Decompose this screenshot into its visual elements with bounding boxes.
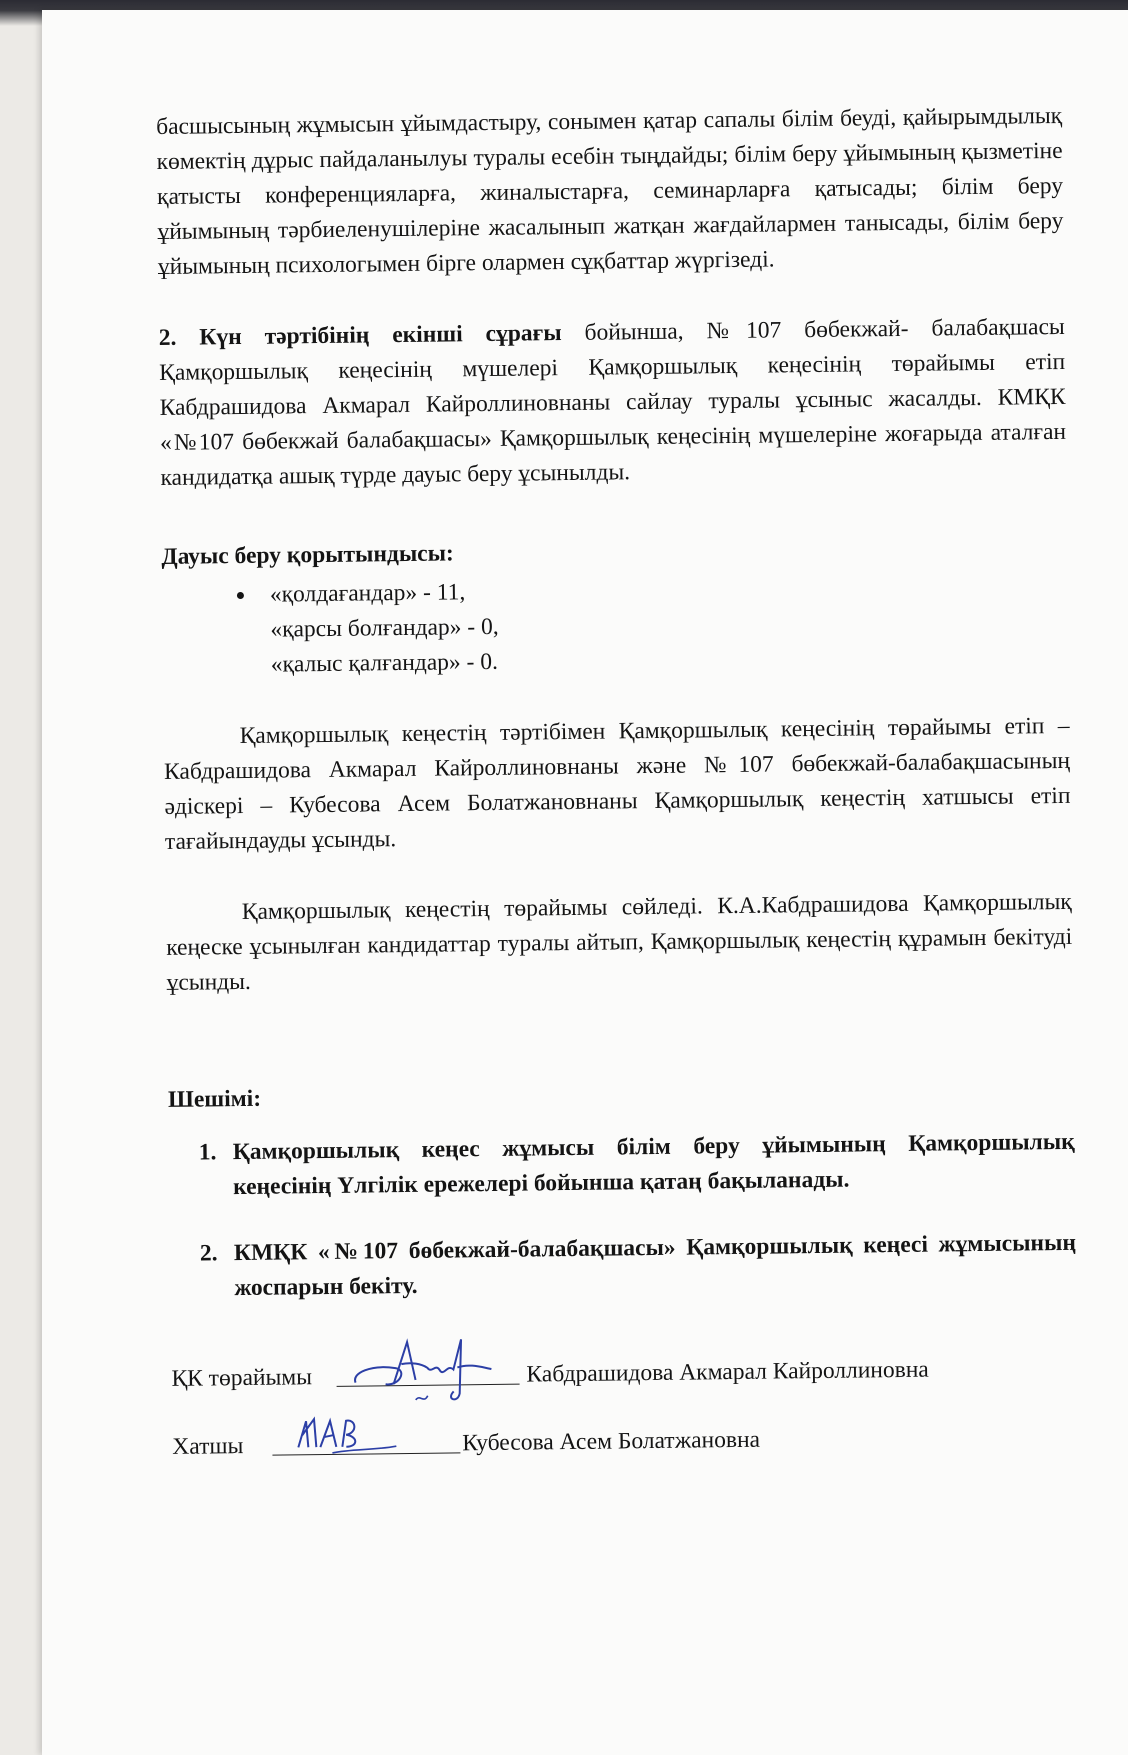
decision-heading-text: Шешімі: xyxy=(167,1085,262,1113)
vote-heading-text: Дауыс беру қорытындысы: xyxy=(161,540,454,570)
vote-result-against-text: «қарсы болғандар» - 0, xyxy=(270,613,499,643)
vote-result-abstain-text: «қалыс қалғандар» - 0. xyxy=(270,648,499,678)
agenda-item-2-text: бойынша, №107 бөбекжай- балабақшасы Қамқоршылық кеңесінің мүшелері Қамқоршылық кеңесінің төрайымы етіп Кабдрашидова Акмарал Кайроллиновнаны сайлау туралы ұсыныс жасалды. КМҚК «№107 бөбекжай балабақшасы» Қамқоршылық кеңесінің мүшелеріне жоғарыда аталған кандидатқа ашық түрде дауыс беру ұсынылды. xyxy=(159,313,1067,491)
decision-text: Қамқоршылық кеңес жұмысы білім беру ұйымының Қамқоршылық кеңесінің Үлгілік ережелері бойынша қатаң бақыланады. xyxy=(232,1128,1075,1201)
signature-name: Кабдрашидова Акмарал Кайроллиновна xyxy=(526,1356,929,1388)
paragraph-chair-speech: Қамқоршылық кеңестің төрайымы сөйледі. К.А.Кабдрашидова Қамқоршылық кеңеске ұсынылған кандидаттар туралы айтып, Қамқоршылық кеңестің құрамын бекітуді ұсынды. xyxy=(166,888,1073,996)
signature-role: ҚК төрайымы xyxy=(171,1364,313,1392)
decision-number: 2. xyxy=(199,1240,218,1267)
bullet-icon xyxy=(237,592,244,599)
agenda-item-2 xyxy=(159,310,1067,496)
vote-result-for-text: «қолдағандар» - 11, xyxy=(269,579,466,608)
vote-results xyxy=(162,568,1069,684)
signature-role: Хатшы xyxy=(172,1433,244,1460)
agenda-item-2-lead: 2. Күн тәртібінің екінші сұрағы xyxy=(158,320,562,351)
decision-number: 1. xyxy=(198,1139,217,1166)
decision-list xyxy=(169,1125,1077,1307)
signature-name: Кубесова Асем Болатжановна xyxy=(462,1426,761,1457)
decision-item xyxy=(199,1226,1077,1306)
paragraph-appointment: Қамқоршылық кеңестің тәртібімен Қамқоршылық кеңесінің төрайымы етіп – Кабдрашидова Акмарал Кайроллиновнаны және №107 бөбекжай-балабақшасының әдіскері – Кубесова Асем Болатжановнаны Қамқоршылық кеңестің хатшысы етіп тағайындауды ұсынды. xyxy=(163,712,1071,855)
handwritten-signature-secretary xyxy=(292,1412,403,1463)
handwritten-signature-chair xyxy=(349,1333,500,1409)
decision-item xyxy=(198,1125,1076,1205)
document-body xyxy=(156,99,1079,1467)
paragraph-intro: басшысының жұмысын ұйымдастыру, сонымен қатар сапалы білім беуді, қайырымдылық көмектің дұрыс пайдаланылуы туралы есебін тыңдайды; білім беру ұйымының қызметіне қатысты конференцияларға, жиналыстарға, семинарларға қатысады; білім беру ұйымының тәрбиеленушілеріне жасалынып жатқан жағдайлармен танысады, білім беру ұйымының психологымен бірге олармен сұқбаттар жүргізеді. xyxy=(156,102,1064,280)
decision-text: КМҚК «№107 бөбекжай-балабақшасы» Қамқоршылық кеңесі жұмысының жоспарын бекіту. xyxy=(233,1229,1077,1302)
